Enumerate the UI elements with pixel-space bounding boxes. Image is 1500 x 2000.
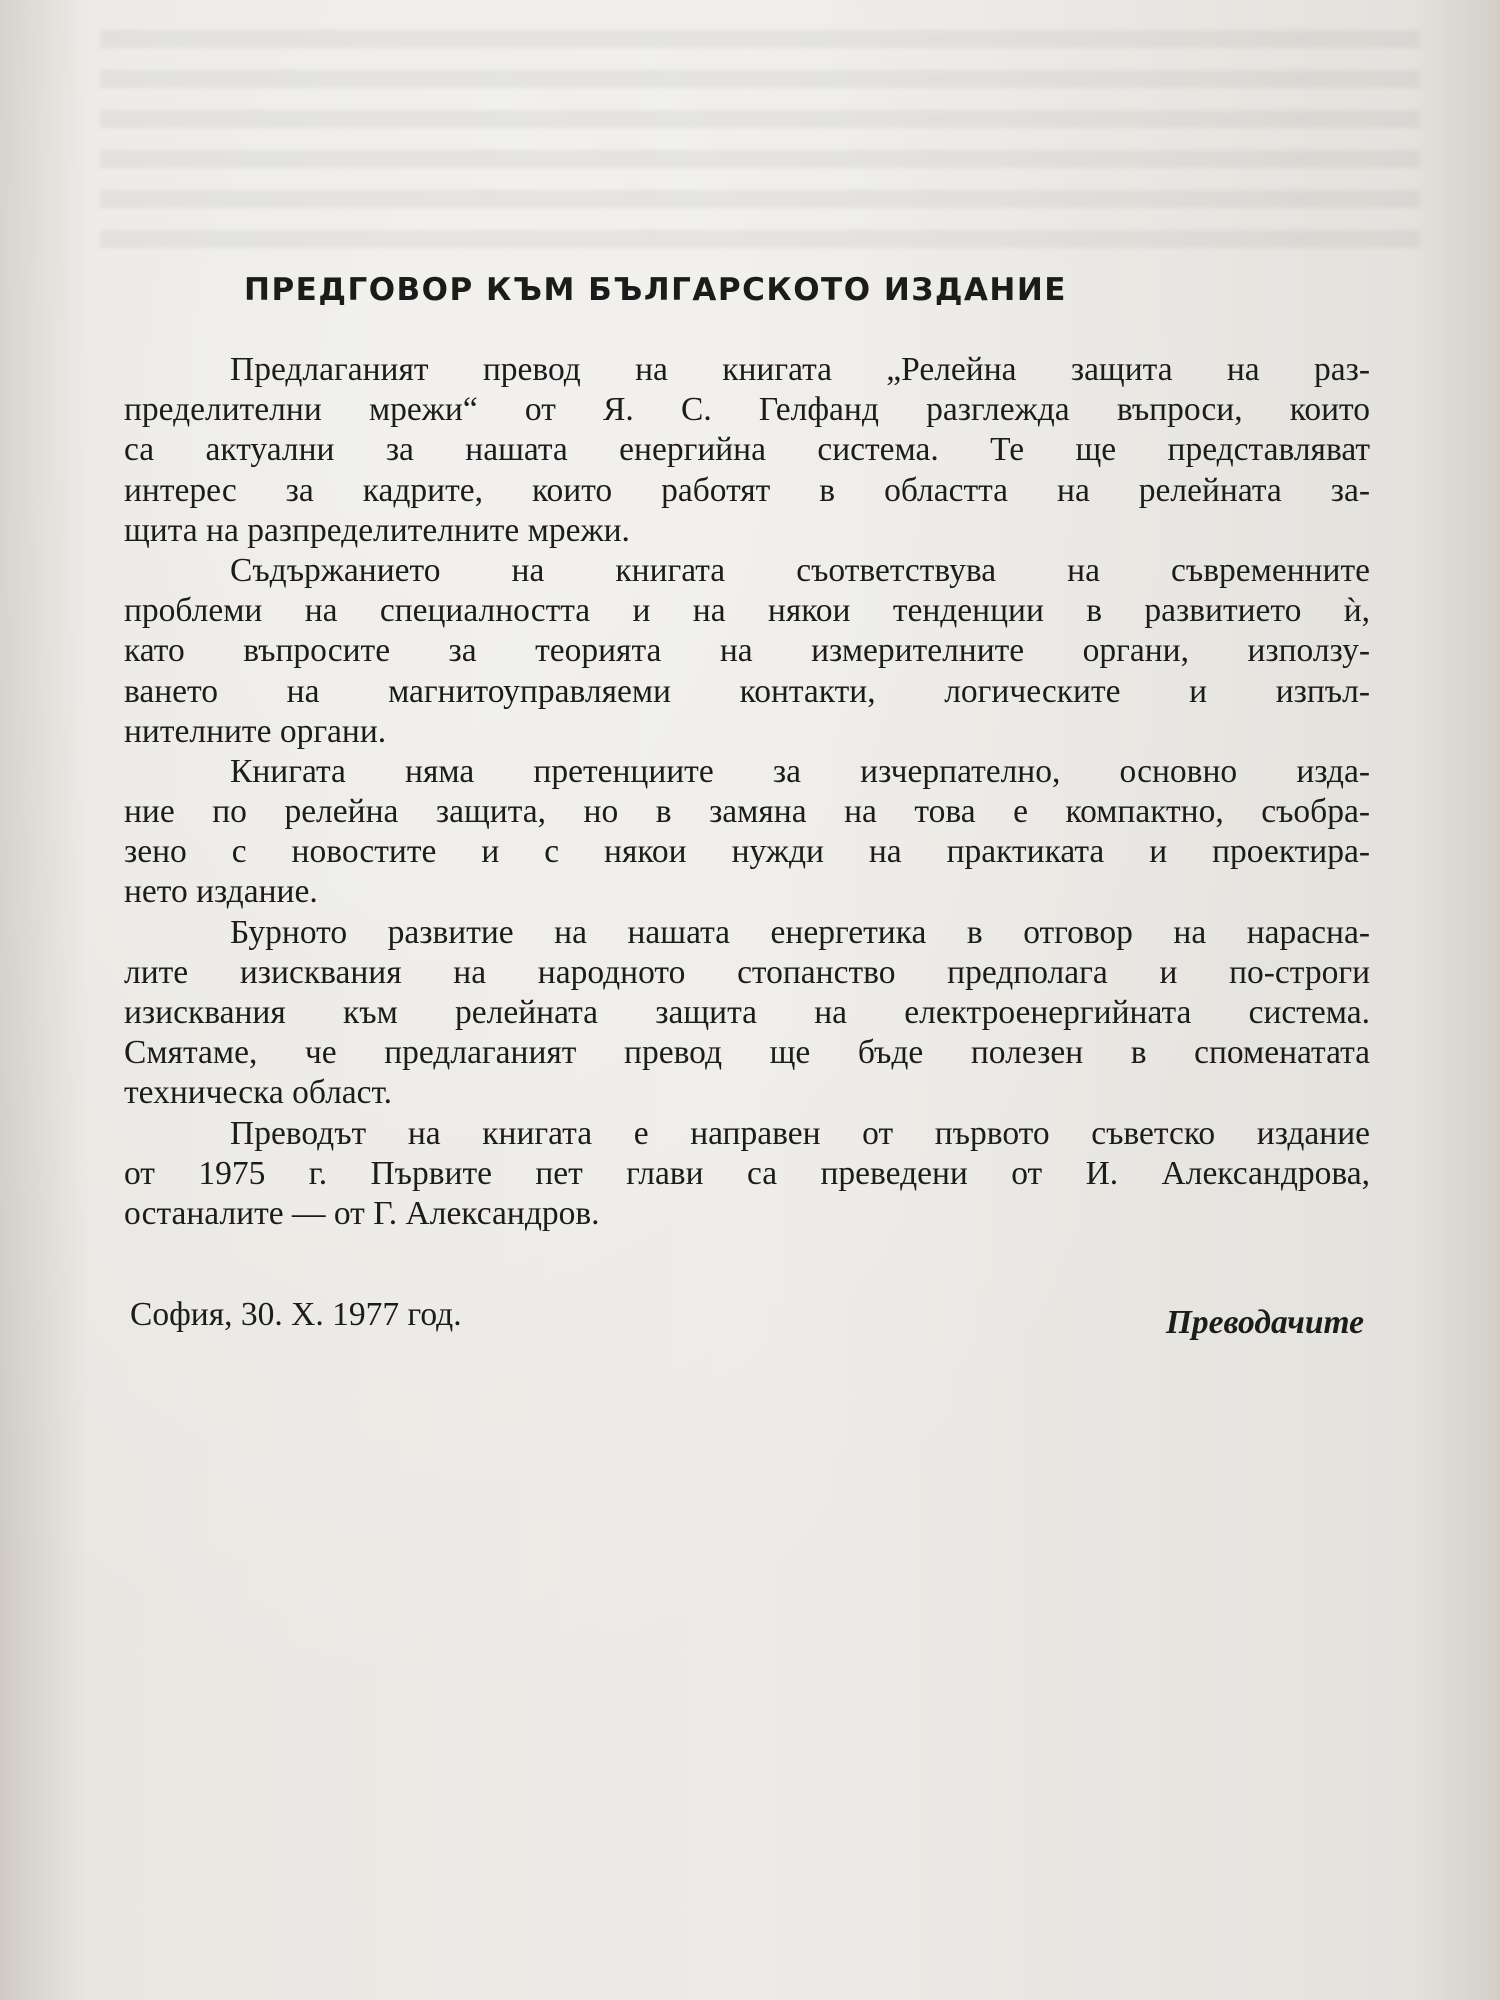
text-line: ването на магнитоуправляеми контакти, логическите и изпъл-	[124, 672, 1370, 710]
bleed-through-bottom	[60, 1360, 1440, 2000]
text-line: нителните органи.	[124, 712, 387, 750]
text-line: техническа област.	[124, 1074, 393, 1112]
text-line: Съдържанието на книгата съответствува на съвременните	[230, 551, 1370, 589]
text-line: щита на разпределителните мрежи.	[124, 511, 630, 549]
paragraph-1	[124, 350, 1370, 551]
text-line: зено с новостите и с някои нужди на практиката и проектира-	[124, 833, 1370, 871]
text-line: изисквания към релейната защита на електроенергийната система.	[124, 994, 1370, 1031]
text-line: останалите — от Г. Александров.	[124, 1194, 600, 1232]
text-line: интерес за кадрите, които работят в областта на релейната за-	[124, 471, 1370, 509]
place-and-date: София, 30. X. 1977 год.	[130, 1296, 462, 1333]
bleed-through-top	[100, 30, 1420, 260]
signature-author: Преводачите	[1165, 1304, 1364, 1341]
text-line: Преводът на книгата е направен от първото съветско издание	[230, 1114, 1370, 1152]
text-line: ние по релейна защита, но в замяна на това е компактно, съобра-	[124, 793, 1370, 831]
text-line: са актуални за нашата енергийна система. Те ще представляват	[124, 431, 1370, 469]
text-line: лите изисквания на народното стопанство предполага и по-строги	[124, 953, 1370, 991]
text-line: проблеми на специалността и на някои тенденции в развитието ѝ,	[124, 592, 1370, 630]
text-line: от 1975 г. Първите пет глави са преведени от И. Александрова,	[124, 1154, 1370, 1192]
text-line: Предлаганият превод на книгата „Релейна защита на раз-	[230, 351, 1370, 388]
paragraph-2	[124, 551, 1370, 752]
page-title: ПРЕДГОВОР КЪМ БЪЛГАРСКОТО ИЗДАНИЕ	[244, 272, 1067, 308]
paragraph-5	[124, 1114, 1370, 1235]
signature-block	[124, 1296, 1370, 1341]
preface-body	[124, 350, 1370, 1234]
text-line: пределителни мрежи“ от Я. С. Гелфанд разглежда въпроси, които	[124, 391, 1370, 429]
paragraph-3	[124, 752, 1370, 913]
text-line: нето издание.	[124, 873, 318, 911]
text-line: Бурното развитие на нашата енергетика в отговор на нарасна-	[230, 913, 1370, 951]
text-line: Книгата няма претенциите за изчерпателно, основно изда-	[230, 752, 1370, 790]
text-line: Смятаме, че предлаганият превод ще бъде полезен в споменатата	[124, 1034, 1370, 1072]
text-line: като въпросите за теорията на измерителните органи, използу-	[124, 632, 1370, 670]
paragraph-4	[124, 913, 1370, 1114]
